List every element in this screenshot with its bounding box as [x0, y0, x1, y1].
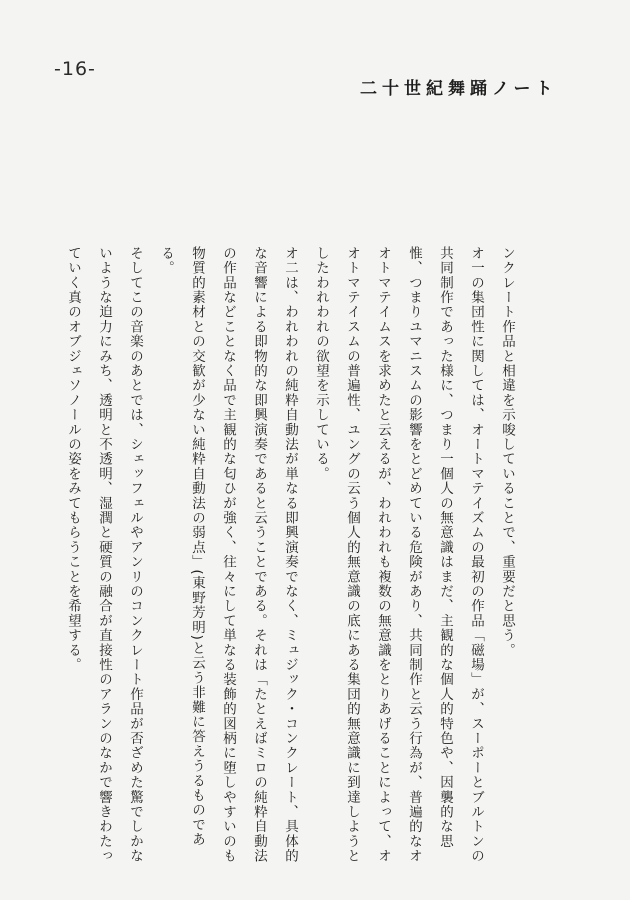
running-title: 二十世紀舞踊ノート	[360, 79, 558, 99]
paragraph-2: オ一の集団性に関しては、オートマテイズムの最初の作品「磁場」が、スーポーとブルトンの共同制作であった様に、つまり一個人の無意識はまだ、主観的な個人的特色や、因襲的な思惟、つまりユマニスムの影響をとどめている危険があり、共同制作と云う行為が、普遍的なオオトマテイムスを求めたと云えるが、われわれも複数の無意識をとりあげることによって、オオトマテイスムの普遍性、ユングの云う個人的無意識の底にある集団的無意識に到達しようとしたわれわれの欲望を示している。	[313, 246, 484, 864]
paragraph-1: ンクレート作品と相違を示唆していることで、重要だと思う。	[499, 246, 515, 658]
paragraph-3: オ二は、われわれの純粋自動法が単なる即興演奏でなく、ミュジック・コンクレート、具体的な音響による即物的な即興演奏であると云うことである。それは「たとえばミロの純粋自動法の作品などことなく品で主観的な匂ひが強く、往々にして単なる装飾的図柄に堕しやすいのも物質的素材との交歓が少ない純粋自動法の弱点」(東野芳明)と云う非難に答えうるものである。	[158, 246, 298, 864]
paragraph-4: そしてこの音楽のあとでは、シェッフェルやアンリのコンクレート作品が否ざめた驚でしかないような迫力にみち、透明と不透明、湿潤と硬質の融合が直接性のアランのなかで響きわたっていく真のオブジェソノールの姿をみてもらうことを希望する。	[65, 246, 143, 864]
vertical-body-text	[57, 246, 522, 866]
page-number: -16-	[54, 58, 96, 80]
